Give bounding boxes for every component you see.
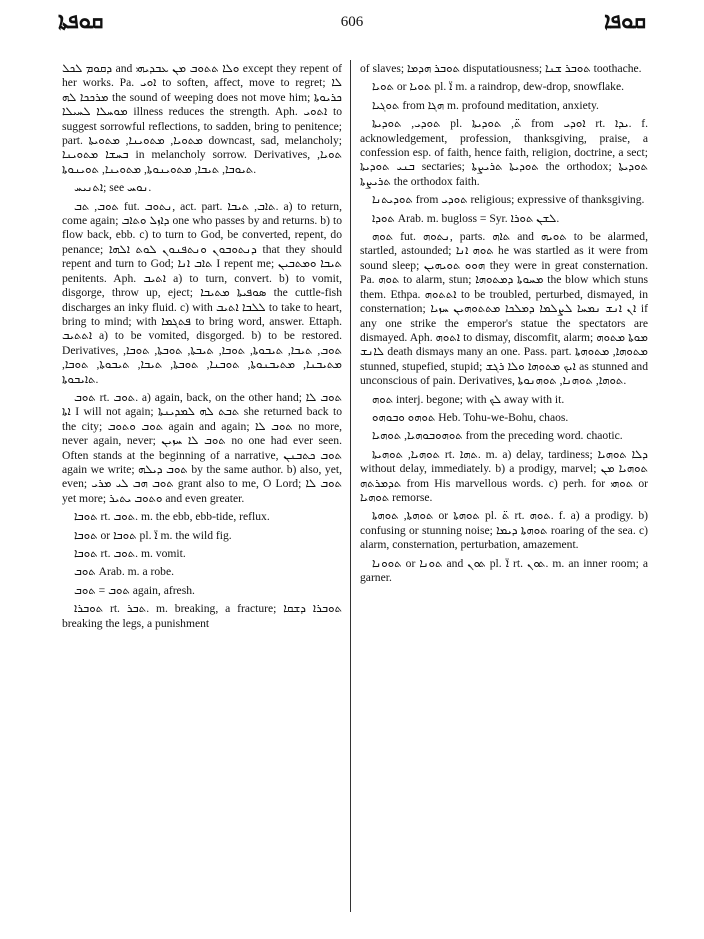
dictionary-entry: ܬܘܗܘ ܘܒܘܗܘ Heb. Tohu-we-Bohu, chaos.: [372, 410, 569, 424]
header-guide-word-right: ܩܘܦܐ: [604, 8, 646, 33]
dictionary-entry: ܬܘܒ = ܬܘܒ again, afresh.: [74, 583, 195, 597]
dictionary-entry: ܬܘܒܐ or ܬܘܒܐ pl. ܐ̈ m. the wild fig.: [74, 528, 232, 542]
dictionary-entry: ܬܘܗܘܒܘܗܝܐ, ܬܘܗܝܐ from the preceding word. chaotic.: [372, 429, 623, 443]
dictionary-entry: ܬܘܒܐ rt. ܬܘܒ. m. vomit.: [74, 547, 186, 560]
column-divider: [350, 60, 351, 912]
dictionary-entry: ܬܘܒܪܐ rt. ܬܒܪ. m. breaking, a fracture; ܬܘܒܪܐ ܕܫܩܐ breaking the legs, a punishment: [62, 602, 342, 630]
dictionary-entry: ܕܩܘܡ ܠܟܠ and ܘܠܐ ܬܬܘܒ ܡܢ ܥܒܕܝܗܝ except they repent of her works. Pa. ܐܘܝ to soften, affect, move to regret; ܠܐ ܡܪܟܟܐ ܠܗ the sound of weeping does not move him; ܟܪܝܘܬܐ ܡܘܚܠܐ ܠܚܝܠܐ illness reduces the strength. Aph. ܐܬܘܝ to suggest sorrowful reflections, to sadden, bring to penitence; part. ܡܬܘܝܐ, ܡܬܘܝܢܐ, ܡܬܘܝܬܐ downcast, sad, melancholy; ܒܚܫܐ ܡܬܘܝܢܐ in melancholy sorrow. Derivatives, ܬܘܝܐ, ܬܝܘܒܐ, ܬܝܒܐ, ܡܬܘܝܢܘܬܐ, ܡܬܘܝܢܐ, ܬܘܝܢܘܬܐ.: [62, 62, 343, 176]
header-guide-word-left: ܩܘܦܬܐ: [58, 8, 104, 33]
dictionary-entry: ܬܘܗܬܐ, ܬܘܗܬܐ or ܬܘܗܬܐ pl. ܬ̈ rt. ܬܘܗ. f. a) a prodigy. b) confusing or stunning noise; ܬܘܗܬܐ ܕܝܡܐ roaring of the sea. c) alarm, consternation, perturbation, amazement.: [360, 509, 649, 552]
dictionary-entry: ܬܘܒ, ܬܒ fut. ܢܬܘܒ, act. part. ܬܐܒ, ܬܝܒܐ. a) to return, come again; ܕܐܙܠ ܘܬܐܒ one who passes by and returns. b) to flow back, ebb. c) to turn to God, be converted, repent, do penance; ܕܢܬܘܒܘܢ ܘܢܬܦܢܘܢ ܠܘܬ ܐܠܗܐ that they should repent and turn to God; ܬܐܒ ܐܢܐ I repent me; ܬܝܒܐ ܘܡܬܒܝܢ penitents. Aph. ܐܬܝܒ a) to turn, convert. b) to vomit, disgorge, throw up, eject; ܣܘܦܝܬܐ ܡܬܝܒܐ the cuttle-fish discharges an inky fluid. c) with ܠܠܒܐ ܐܬܝܒ to take to heart, bring to mind; with ܦܬܓܡܐ to bring word, answer. Ettaph. ܐܬܬܝܒ a) to be vomited, disgorged. b) to be restored. Derivatives, ܬܘܒ, ܬܝܒܐ, ܬܝܒܘܬܐ, ܬܘܒܐ, ܬܝܒܬܐ, ܬܘܒܬܐ, ܬܘܒܐ, ܡܬܝܒܢܐ, ܡܬܝܒܢܘܬܐ, ܬܘܒܢܐ, ܬܘܒܬܐ, ܬܝܒܐ, ܬܝܒܘܬܐ, ܬܘܒܐ, ܬܐܝܒܘܬܐ.: [62, 199, 343, 386]
dictionary-entry: of slaves; ܬܘܒܪ ܗܕܡܐ disputatiousness; ܬܘܒܪ ܫܢܐ toothache.: [360, 62, 642, 75]
dictionary-entry: ܬܘܒ Arab. m. a robe.: [74, 565, 175, 579]
dictionary-entry: ܬܘܗܝܐ, ܬܘܗܝܬܐ rt. ܬܗܐ. m. a) delay, tardiness; ܕܠܐ ܬܘܗܝܐ without delay, immediately. b) a prodigy, marvel; ܬܘܗܝܐ ܡܢ ܬܕܡܪܬܗ from His marvellous words. c) perh. for ܬܘܗܝ or ܬܘܗܝܐ remorse.: [360, 447, 649, 504]
left-column: [62, 62, 342, 635]
dictionary-entry: ܬܘܕܝ, ܬܘܕܝܬܐ pl. ܬ̈, ܬܘܕܝܬܐ from ܐܘܕܝ rt. ܝܕܐ. f. acknowledgement, profession, thanksgiving, praise, a confession esp. of faith, hence faith, religion, doctrine, a sect; ܒܢܝ ܬܘܕܝܬܐ sectaries; ܬܘܕܝܬܐ ܬܪܝܨܬܐ the orthodox; ܬܘܕܝܬܐ ܬܪܝܨܬܐ the orthodox faith.: [360, 117, 649, 188]
dictionary-entry: ܬܘܕܐ Arab. m. bugloss = Syr. ܠܫܢ ܬܘܪܐ.: [372, 211, 560, 225]
dictionary-entry: ܬܘܘܢܐ or ܬܘܢܐ and ܬܘܢ pl. ܐ̈ rt. ܬܘܢ. m. an inner room; a garner.: [360, 556, 648, 584]
running-header: [58, 8, 646, 42]
dictionary-entry: ܬܘܒ rt. ܬܘܒ. a) again, back, on the other hand; ܬܘܒ ܠܐ ܐܬܐ I will not again; ܬܒܬ ܠܗ ܠܡܕܝܢܬܐ she returned back to the city; ܬܘܒ ܘܬܘܒ again and again; ܬܘܒ ܠܐ no more, never again, never; ܬܘܒ ܠܐ ܚܙܝܢ no one had ever seen. Often stands at the beginning of a narrative, ܬܘܒ ܟܬܒܢܢ again we write; ܬܘܒ ܕܝܠܗ by the same author. b) also, yet, even; ܬܘܒ ܗܒ ܠܝ ܡܪܝ grant also to me, O Lord; ܬܘܒ ܠܐ yet more; ܘܬܘܒ ܝܬܝܪ and even greater.: [62, 390, 343, 505]
right-column: [360, 62, 648, 589]
dictionary-entry: ܬܘܝܐ or ܬܘܝܐ pl. ܐ̈ m. a raindrop, dew-drop, snowflake.: [372, 80, 625, 94]
dictionary-entry: ܬܘܓܝܐ from ܗܓܐ m. profound meditation, anxiety.: [372, 98, 599, 112]
dictionary-entry: ܬܘܗ interj. begone; with ܠܟ away with it.: [372, 392, 565, 406]
dictionary-entry: ܐܬܢܝܚ; see ܢܘܚ.: [74, 181, 152, 195]
dictionary-entry: ܬܘܕܝܬܢܐ from ܬܘܕܝ religious; expressive of thanksgiving.: [372, 193, 645, 207]
dictionary-entry: ܬܘܒܐ rt. ܬܘܒ. m. the ebb, ebb-tide, reflux.: [74, 510, 270, 524]
page-number: 606: [340, 14, 364, 30]
dictionary-entry: ܬܘܗ fut. ܢܬܘܗ, parts. ܬܐܗ and ܬܘܝܗ to be alarmed, startled, astounded; ܬܘܗ ܐܢܐ he was startled as it were from sound sleep; ܗܘܘ ܬܘܝܗܝܢ they were in great consternation. Pa. ܬܘܗ to alarm, stun; ܡܚܘܬܐ ܕܡܬܘܗܐ the blow which stuns them. Ethpa. ܐܬܬܘܗ to be troubled, perturbed, dismayed, in consternation; ܐܢ ܐܢܫ ܢܡܚܐ ܠܨܠܡܐ ܕܡܠܟܐ ܡܬܬܘܗܝܢ ܚܙܝܐ if any one strike the emperor's statue the spectators are dismayed. Aph. ܐܬܘܗ to dismay, discomfit, alarm; ܡܘܬܐ ܡܬܘܗ ܠܐܢܫ death dismays many an one. Pass. part. ܡܬܘܗܐ, ܡܬܘܗܬܐ stunned, stupefied, stupid; ܐܝܟ ܡܬܘܗܐ ܘܠܐ ܪܓܫ as stunned and unconscious of pain. Derivatives, ܬܘܗܐ, ܬܘܗܢܐ, ܬܘܗܢܘܬܐ.: [360, 230, 649, 388]
